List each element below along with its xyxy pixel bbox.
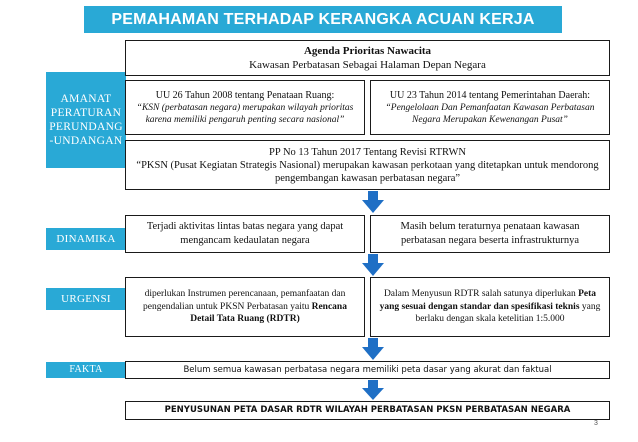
uu23-box [370,80,610,135]
slide-title: PEMAHAMAN TERHADAP KERANGKA ACUAN KERJA [84,6,562,33]
agenda-box [125,40,610,76]
dinamika-right-box [370,215,610,253]
fakta-box [125,361,610,379]
uu23-body: “Pengelolaan Dan Pemanfaatan Kawasan Perbatasan Negara Merupakan Kewenangan Pusat” [385,102,595,125]
conclusion-box [125,401,610,420]
uu26-body: “KSN (perbatasan negara) merupakan wilayah prioritas karena memiliki pengaruh penting secara nasional” [136,102,354,125]
uu23-title: UU 23 Tahun 2014 tentang Pemerintahan Daerah: [389,89,591,101]
urgensi-right-bold: Peta yang sesuai dengan standar dan spesifikasi teknis [379,289,597,312]
dinamika-left-text: Terjadi aktivitas lintas batas negara yang dapat mengancam kedaulatan negara [146,221,344,246]
urgensi-left-box [125,277,365,337]
down-arrow-icon [362,338,384,360]
urgensi-right-box [370,277,610,337]
label-urgensi: URGENSI [46,288,126,310]
pp13-box [125,140,610,190]
down-arrow-icon [362,191,384,213]
fakta-text: Belum semua kawasan perbatasa negara memiliki peta dasar yang akurat dan faktual [183,364,552,375]
urgensi-right-text [379,288,601,326]
label-dinamika: DINAMIKA [46,228,126,250]
dinamika-right-text: Masih belum teraturnya penataan kawasan perbatasan negara beserta infrastrukturnya [400,221,580,246]
page-number: 3 [594,420,598,427]
down-arrow-icon [362,254,384,276]
urgensi-left-text [134,288,356,326]
urgensi-left-bold: Rencana Detail Tata Ruang (RDTR) [190,301,347,325]
urgensi-right-plain1: Dalam Menyusun RDTR salah satunya diperlukan [383,289,579,300]
pp13-title: PP No 13 Tahun 2017 Tentang Revisi RTRWN [269,146,466,158]
label-fakta: FAKTA [46,362,126,378]
agenda-subtitle: Kawasan Perbatasan Sebagai Halaman Depan Negara [249,58,486,71]
uu26-box [125,80,365,135]
uu26-title: UU 26 Tahun 2008 tentang Penataan Ruang: [155,89,335,101]
agenda-title: Agenda Prioritas Nawacita [303,44,432,57]
pp13-body: “PKSN (Pusat Kegiatan Strategis Nasional) merupakan kawasan perkotaan yang ditetapkan untuk mendorong pengembangan kawasan perbatasan negara” [136,159,599,184]
conclusion-text: PENYUSUNAN PETA DASAR RDTR WILAYAH PERBATASAN PKSN PERBATASAN NEGARA [164,405,571,415]
dinamika-left-box [125,215,365,253]
urgensi-left-plain: diperlukan Instrumen perencanaan, pemanfaatan dan pengendalian untuk PKSN Perbatasan yaitu [143,289,346,312]
down-arrow-icon [362,380,384,400]
urgensi-right-plain2: yang berlaku dengan skala ketelitian 1:5.000 [415,301,601,325]
label-amanat: AMANAT PERATURAN PERUNDANG -UNDANGAN [46,72,126,168]
